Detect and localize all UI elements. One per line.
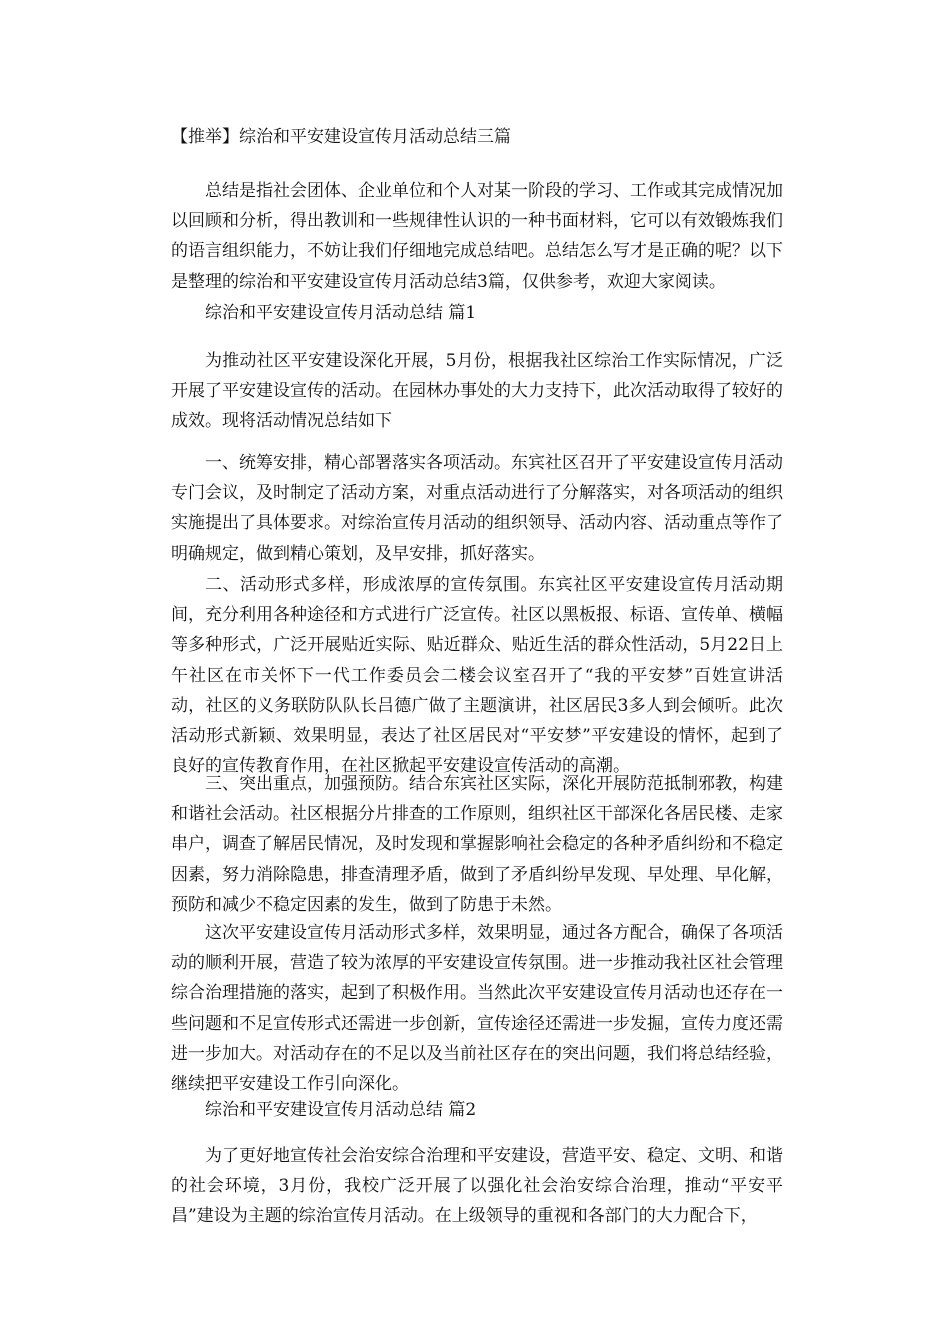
section-2-paragraph-1: 为了更好地宣传社会治安综合治理和平安建设，营造平安、稳定、文明、和谐的社会环境，3月份，我校广泛开展了以强化社会治安综合治理，推动“平安平昌”建设为主题的综治宣传月活动。在上级领导的重视和各部门的大力配合下， <box>171 1146 783 1227</box>
section-1-paragraph-5: 这次平安建设宣传月活动形式多样，效果明显，通过各方配合，确保了各项活动的顺利开展，营造了较为浓厚的平安建设宣传氛围。进一步推动我社区社会管理综合治理措施的落实，起到了积极作用。当然此次平安建设宣传月活动也还存在一些问题和不足宣传形式还需进一步创新，宣传途径还需进一步发掘，宣传力度还需进一步加大。对活动存在的不足以及当前社区存在的突出问题，我们将总结经验，继续把平安建设工作引向深化。 <box>171 923 783 1095</box>
document-title: 【推举】综治和平安建设宣传月活动总结三篇 <box>171 127 511 147</box>
intro-paragraph: 总结是指社会团体、企业单位和个人对某一阶段的学习、工作或其完成情况加以回顾和分析，得出教训和一些规律性认识的一种书面材料，它可以有效锻炼我们的语言组织能力，不妨让我们仔细地完成总结吧。总结怎么写才是正确的呢？以下是整理的综治和平安建设宣传月活动总结3篇，仅供参考，欢迎大家阅读。 <box>171 181 783 292</box>
section-1-paragraph-1: 为推动社区平安建设深化开展，5月份，根据我社区综治工作实际情况，广泛开展了平安建设宣传的活动。在园林办事处的大力支持下，此次活动取得了较好的成效。现将活动情况总结如下 <box>171 351 783 432</box>
section-heading-1: 综治和平安建设宣传月活动总结 篇1 <box>205 303 477 323</box>
section-1-paragraph-3: 二、活动形式多样，形成浓厚的宣传氛围。东宾社区平安建设宣传月活动期间，充分利用各种途径和方式进行广泛宣传。社区以黑板报、标语、宣传单、横幅等多种形式，广泛开展贴近实际、贴近群众、贴近生活的群众性活动，5月22日上午社区在市关怀下一代工作委员会二楼会议室召开了“我的平安梦”百姓宣讲活动，社区的义务联防队队长吕德广做了主题演讲，社区居民3多人到会倾听。此次活动形式新颖、效果明显，表达了社区居民对“平安梦”平安建设的情怀，起到了良好的宣传教育作用，在社区掀起平安建设宣传活动的高潮。 <box>171 575 783 777</box>
section-heading-2: 综治和平安建设宣传月活动总结 篇2 <box>205 1100 477 1120</box>
section-1-paragraph-4: 三、突出重点，加强预防。结合东宾社区实际，深化开展防范抵制邪教，构建和谐社会活动。社区根据分片排查的工作原则，组织社区干部深化各居民楼、走家串户，调查了解居民情况，及时发现和掌握影响社会稳定的各种矛盾纠纷和不稳定因素，努力消除隐患，排查清理矛盾，做到了矛盾纠纷早发现、早处理、早化解，预防和减少不稳定因素的发生，做到了防患于未然。 <box>171 774 783 915</box>
section-1-paragraph-2: 一、统筹安排，精心部署落实各项活动。东宾社区召开了平安建设宣传月活动专门会议，及时制定了活动方案，对重点活动进行了分解落实，对各项活动的组织实施提出了具体要求。对综治宣传月活动的组织领导、活动内容、活动重点等作了明确规定，做到精心策划，及早安排，抓好落实。 <box>171 453 783 564</box>
